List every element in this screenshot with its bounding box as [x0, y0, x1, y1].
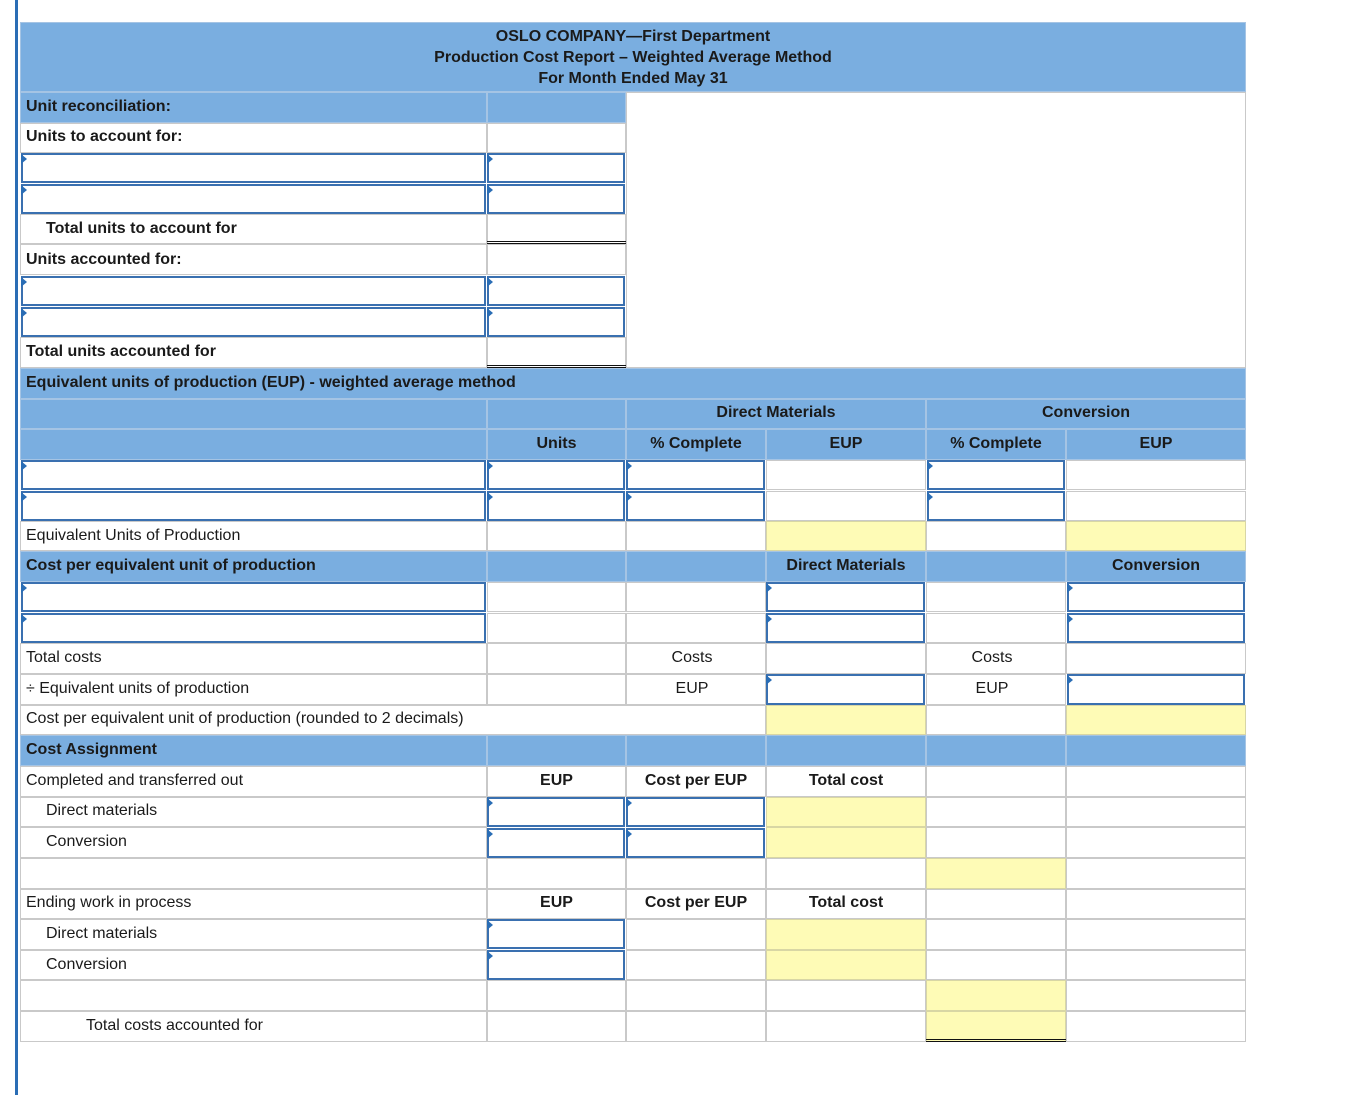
- completed-eup-heading: EUP: [540, 772, 573, 789]
- dm-costs-label: Costs: [671, 649, 713, 666]
- completed-subtotal-row: [20, 858, 487, 889]
- ending-wip-subtotal-row: [20, 980, 487, 1011]
- completed-row-col-5: [926, 766, 1066, 797]
- left-accent-bar: [15, 0, 18, 1095]
- ending-wip-total-cost-value: [926, 980, 1066, 1011]
- total-costs-label: Total costs: [26, 649, 102, 666]
- cost-desc-input-1[interactable]: [21, 582, 486, 612]
- completed-conv-row-col-6: [1066, 827, 1246, 858]
- units-to-account-label: Units to account for:: [26, 128, 183, 145]
- eup-units-input-2[interactable]: [487, 491, 625, 521]
- cost-per-eup-result-conv-label-cell: [926, 705, 1066, 735]
- total-costs-accounted-col-6: [1066, 1011, 1246, 1042]
- cost-per-eup-heading: Cost per equivalent unit of production: [26, 557, 316, 574]
- completed-dm-row-col-6: [1066, 797, 1246, 827]
- eup-total-units-cell: [487, 521, 626, 551]
- completed-subtotal-col-3: [626, 858, 766, 889]
- ending-wip-subtotal-col-4: [766, 980, 926, 1011]
- ending-wip-dm-total-cost: [766, 919, 926, 950]
- completed-subtotal-col-6: [1066, 858, 1246, 889]
- cost-conv-input-2[interactable]: [1067, 613, 1245, 643]
- eup-header-row-1-col-2: [487, 399, 626, 429]
- ending-wip-conv-cost-per-eup-cell: [626, 950, 766, 980]
- eup-header-row-2-col-1: [20, 429, 487, 460]
- total-units-accounted-label: Total units accounted for: [26, 343, 216, 360]
- completed-conv-row-col-5: [926, 827, 1066, 858]
- unit-reconciliation-label: Unit reconciliation:: [26, 98, 171, 115]
- ending-wip-total-cost-heading: Total cost: [808, 894, 884, 911]
- completed-subtotal-col-4: [766, 858, 926, 889]
- cost-row-1-conv-label-cell: [926, 582, 1066, 612]
- divide-eup-label: ÷ Equivalent units of production: [26, 680, 250, 697]
- eup-dm-eup-cell-1: [766, 460, 926, 490]
- eup-dm-pct-heading: % Complete: [650, 435, 742, 452]
- cost-dm-input-1[interactable]: [766, 582, 925, 612]
- eup-header-row-1-col-1: [20, 399, 487, 429]
- production-cost-report: [20, 22, 1246, 1042]
- eup-total-dm-pct-cell: [626, 521, 766, 551]
- total-costs-conv-value: [1066, 643, 1246, 674]
- ending-wip-row-col-6: [1066, 889, 1246, 919]
- eup-units-input-1[interactable]: [487, 460, 625, 490]
- total-costs-accounted-double-rule: [926, 1011, 1066, 1042]
- completed-total-cost-heading: Total cost: [808, 772, 884, 789]
- cost-row-2-label-cell: [626, 613, 766, 643]
- total-costs-units-cell: [487, 643, 626, 674]
- eup-total-label: Equivalent Units of Production: [26, 527, 241, 544]
- total-costs-dm-value: [766, 643, 926, 674]
- units-accounted-desc-input-1[interactable]: [21, 276, 486, 306]
- unit-reconciliation-blank-area: [626, 92, 1246, 368]
- ending-wip-conv-row-col-5: [926, 950, 1066, 980]
- report-title: Production Cost Report – Weighted Average Method: [434, 49, 832, 66]
- conv-eup-label: EUP: [975, 680, 1009, 697]
- eup-section-label: Equivalent units of production (EUP) - weighted average method: [26, 374, 516, 391]
- eup-conv-eup-heading: EUP: [1139, 435, 1173, 452]
- ending-wip-eup-heading: EUP: [540, 894, 573, 911]
- eup-conv-eup-cell-1: [1066, 460, 1246, 490]
- ending-wip-dm-cost-per-eup-cell: [626, 919, 766, 950]
- ending-wip-row-col-5: [926, 889, 1066, 919]
- eup-dm-pct-input-2[interactable]: [626, 491, 765, 521]
- total-costs-accounted-col-4: [766, 1011, 926, 1042]
- eup-total-conv-value: [1066, 521, 1246, 551]
- cost-assignment-header-col-2: [487, 735, 626, 766]
- ending-wip-subtotal-col-6: [1066, 980, 1246, 1011]
- units-accounted-cell: [487, 244, 626, 275]
- cost-assignment-header-col-4: [766, 735, 926, 766]
- ending-wip-dm-row-col-6: [1066, 919, 1246, 950]
- completed-dm-total-cost: [766, 797, 926, 827]
- eup-dm-eup-heading: EUP: [829, 435, 863, 452]
- cost-per-eup-header-col-3: [626, 551, 766, 582]
- eup-conv-pct-input-2[interactable]: [927, 491, 1065, 521]
- units-accounted-desc-input-2[interactable]: [21, 307, 486, 337]
- completed-conv-total-cost: [766, 827, 926, 858]
- ending-wip-label: Ending work in process: [26, 894, 192, 911]
- cost-assignment-header-col-3: [626, 735, 766, 766]
- completed-dm-row-col-5: [926, 797, 1066, 827]
- divide-eup-units-cell: [487, 674, 626, 705]
- eup-units-heading: Units: [536, 435, 577, 452]
- total-costs-accounted-col-3: [626, 1011, 766, 1042]
- units-to-account-value-input-1[interactable]: [487, 153, 625, 183]
- ending-wip-dm-row-col-5: [926, 919, 1066, 950]
- cost-dm-input-2[interactable]: [766, 613, 925, 643]
- completed-conv-label: Conversion: [46, 833, 127, 850]
- company-title: OSLO COMPANY—First Department: [495, 28, 771, 45]
- dm-eup-divisor-input[interactable]: [766, 674, 925, 705]
- eup-dm-eup-cell-2: [766, 491, 926, 521]
- total-units-to-account-label: Total units to account for: [46, 220, 237, 237]
- report-period: For Month Ended May 31: [538, 70, 728, 87]
- completed-row-col-6: [1066, 766, 1246, 797]
- unit-reconciliation-header-units: [487, 92, 626, 123]
- eup-desc-input-2[interactable]: [21, 491, 486, 521]
- eup-conversion-heading: Conversion: [1041, 404, 1130, 421]
- eup-conv-eup-cell-2: [1066, 491, 1246, 521]
- completed-subtotal-col-2: [487, 858, 626, 889]
- eup-desc-input-1[interactable]: [21, 460, 486, 490]
- units-to-account-value-input-2[interactable]: [487, 184, 625, 214]
- completed-dm-eup-input[interactable]: [487, 797, 625, 827]
- cost-per-eup-header-col-5: [926, 551, 1066, 582]
- cost-row-1-label-cell: [626, 582, 766, 612]
- units-to-account-desc-input-1[interactable]: [21, 153, 486, 183]
- conv-cost-per-eup-value: [1066, 705, 1246, 735]
- cost-per-eup-result-label: Cost per equivalent unit of production (rounded to 2 decimals): [26, 710, 464, 727]
- ending-wip-subtotal-col-2: [487, 980, 626, 1011]
- eup-direct-materials-heading: Direct Materials: [716, 404, 836, 421]
- units-accounted-label: Units accounted for:: [26, 251, 182, 268]
- completed-conv-cost-per-eup-input[interactable]: [626, 828, 765, 858]
- ending-wip-subtotal-col-3: [626, 980, 766, 1011]
- total-units-accounted-value: [487, 337, 626, 368]
- cost-assignment-header-col-6: [1066, 735, 1246, 766]
- eup-total-conv-pct-cell: [926, 521, 1066, 551]
- eup-conv-pct-heading: % Complete: [950, 435, 1042, 452]
- units-to-account-desc-input-2[interactable]: [21, 184, 486, 214]
- completed-dm-cost-per-eup-input[interactable]: [626, 797, 765, 827]
- cost-desc-input-2[interactable]: [21, 613, 486, 643]
- cost-conv-input-1[interactable]: [1067, 582, 1245, 612]
- ending-wip-conv-label: Conversion: [46, 956, 127, 973]
- cost-row-2-units-cell: [487, 613, 626, 643]
- ending-wip-dm-label: Direct materials: [46, 925, 158, 942]
- cost-assignment-header-col-5: [926, 735, 1066, 766]
- ending-wip-cost-per-eup-heading: Cost per EUP: [644, 894, 748, 911]
- dm-cost-per-eup-value: [766, 705, 926, 735]
- completed-conv-eup-input[interactable]: [487, 828, 625, 858]
- ending-wip-conv-row-col-6: [1066, 950, 1246, 980]
- ending-wip-conv-eup-input[interactable]: [487, 950, 625, 980]
- ending-wip-dm-eup-input[interactable]: [487, 919, 625, 949]
- ending-wip-conv-total-cost: [766, 950, 926, 980]
- cost-assignment-heading: Cost Assignment: [26, 741, 157, 758]
- completed-total-cost-value: [926, 858, 1066, 889]
- eup-conv-pct-input-1[interactable]: [927, 460, 1065, 490]
- conv-costs-label: Costs: [971, 649, 1013, 666]
- cost-row-1-units-cell: [487, 582, 626, 612]
- dm-eup-label: EUP: [675, 680, 709, 697]
- eup-dm-pct-input-1[interactable]: [626, 460, 765, 490]
- cost-per-eup-conv-heading: Conversion: [1111, 557, 1200, 574]
- completed-cost-per-eup-heading: Cost per EUP: [644, 772, 748, 789]
- total-units-to-account-value: [487, 214, 626, 244]
- units-accounted-value-input-1[interactable]: [487, 276, 625, 306]
- conv-eup-divisor-input[interactable]: [1067, 674, 1245, 705]
- units-accounted-value-input-2[interactable]: [487, 307, 625, 337]
- cost-per-eup-header-col-2: [487, 551, 626, 582]
- cost-per-eup-dm-heading: Direct Materials: [786, 557, 906, 574]
- total-costs-accounted-col-2: [487, 1011, 626, 1042]
- total-costs-accounted-label: Total costs accounted for: [86, 1017, 263, 1034]
- completed-dm-label: Direct materials: [46, 802, 158, 819]
- cost-row-2-conv-label-cell: [926, 613, 1066, 643]
- eup-total-dm-value: [766, 521, 926, 551]
- completed-label: Completed and transferred out: [26, 772, 244, 789]
- units-to-account-cell: [487, 123, 626, 153]
